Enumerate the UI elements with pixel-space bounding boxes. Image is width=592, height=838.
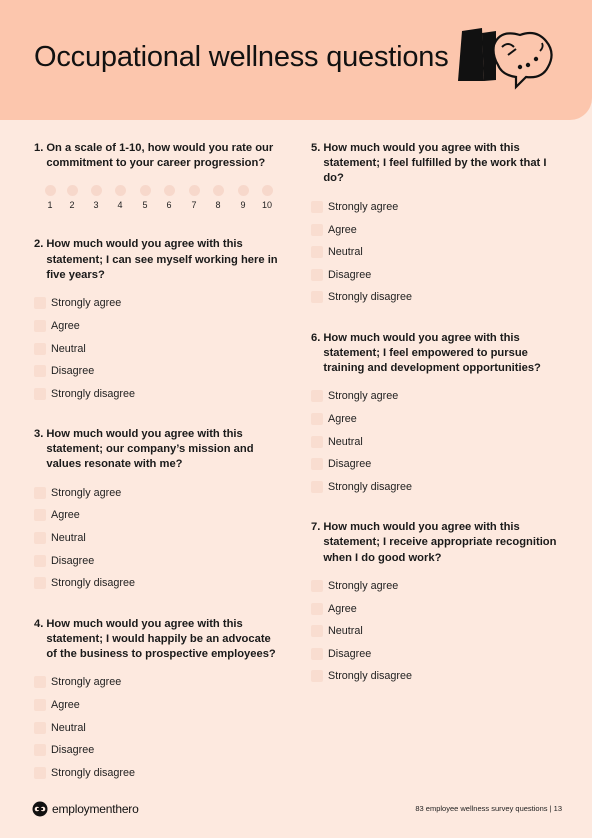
checkbox[interactable] <box>34 509 46 521</box>
answer-option[interactable] <box>34 527 284 550</box>
option-label: Disagree <box>328 458 372 471</box>
option-label: Disagree <box>51 744 95 757</box>
answer-option[interactable] <box>34 360 284 383</box>
answer-option[interactable] <box>311 643 561 666</box>
scale-option-4[interactable] <box>113 185 127 210</box>
scale-option-5[interactable] <box>138 185 152 210</box>
option-label: Disagree <box>51 365 95 378</box>
scale-dot[interactable] <box>67 185 78 196</box>
option-label: Neutral <box>51 721 86 734</box>
checkbox[interactable] <box>311 269 323 281</box>
option-label: Neutral <box>328 246 363 259</box>
answer-option[interactable] <box>34 694 284 717</box>
checkbox[interactable] <box>311 291 323 303</box>
question-text: How much would you agree with this statement; I would happily be an advocate of the business to prospective employees? <box>46 617 276 660</box>
question-3 <box>34 427 284 595</box>
question-text: How much would you agree with this statement; I feel fulfilled by the work that I do? <box>323 142 547 185</box>
scale-dot[interactable] <box>164 185 175 196</box>
checkbox[interactable] <box>311 390 323 402</box>
option-label: Agree <box>51 319 80 332</box>
checkbox[interactable] <box>34 487 46 499</box>
scale-dot[interactable] <box>91 185 102 196</box>
answer-options <box>34 671 284 784</box>
question-number: 7. <box>311 521 321 534</box>
answer-option[interactable] <box>311 476 561 499</box>
doc-title: 83 employee wellness survey questions <box>415 804 548 813</box>
option-label: Agree <box>51 509 80 522</box>
checkbox[interactable] <box>34 577 46 589</box>
answer-option[interactable] <box>311 575 561 598</box>
answer-option[interactable] <box>311 385 561 408</box>
answer-option[interactable] <box>311 241 561 264</box>
question-number: 6. <box>311 331 321 344</box>
scale-number: 2 <box>69 200 75 211</box>
checkbox[interactable] <box>311 436 323 448</box>
left-column <box>34 141 284 806</box>
scale-number: 8 <box>215 200 221 211</box>
header-banner <box>0 0 592 120</box>
answer-option[interactable] <box>311 430 561 453</box>
question-7 <box>311 520 561 688</box>
checkbox[interactable] <box>311 246 323 258</box>
option-label: Strongly disagree <box>328 670 413 683</box>
option-label: Agree <box>328 223 357 236</box>
checkbox[interactable] <box>34 676 46 688</box>
answer-option[interactable] <box>311 597 561 620</box>
brand-name: employmenthero <box>52 802 139 816</box>
option-label: Strongly agree <box>328 390 399 403</box>
option-label: Strongly agree <box>328 200 399 213</box>
answer-option[interactable] <box>311 408 561 431</box>
option-label: Agree <box>51 699 80 712</box>
scale-dot[interactable] <box>140 185 151 196</box>
checkbox[interactable] <box>34 744 46 756</box>
scale-option-8[interactable] <box>211 185 225 210</box>
answer-option[interactable] <box>34 482 284 505</box>
option-label: Neutral <box>328 435 363 448</box>
option-label: Strongly disagree <box>51 577 136 590</box>
answer-options <box>34 292 284 405</box>
answer-option[interactable] <box>34 671 284 694</box>
footer <box>32 800 562 820</box>
scale-number: 7 <box>191 200 197 211</box>
option-label: Strongly disagree <box>51 766 136 779</box>
option-label: Neutral <box>328 625 363 638</box>
checkbox[interactable] <box>311 413 323 425</box>
scale-dot[interactable] <box>262 185 273 196</box>
option-label: Disagree <box>328 647 372 660</box>
question-4 <box>34 617 284 785</box>
answer-option[interactable] <box>34 292 284 315</box>
scale-number: 10 <box>261 200 272 211</box>
option-label: Strongly agree <box>51 486 122 499</box>
checkbox[interactable] <box>34 365 46 377</box>
page-number: 13 <box>553 804 562 813</box>
answer-option[interactable] <box>34 762 284 785</box>
checkbox[interactable] <box>311 458 323 470</box>
question-text: How much would you agree with this statement; I feel empowered to pursue training and development opportunities? <box>323 331 541 374</box>
question-text: How much would you agree with this statement; our company’s mission and values resonate with me? <box>46 427 254 471</box>
scale-dot[interactable] <box>189 185 200 196</box>
question-number: 1. <box>34 142 44 154</box>
answer-option[interactable] <box>34 337 284 360</box>
brand-logo <box>32 801 139 817</box>
checkbox[interactable] <box>311 481 323 493</box>
checkbox[interactable] <box>311 603 323 615</box>
checkbox[interactable] <box>34 297 46 309</box>
question-2 <box>34 237 284 405</box>
question-text: How much would you agree with this statement; I receive appropriate recognition when I do good work? <box>323 521 557 564</box>
question-number: 2. <box>34 238 44 251</box>
scale-number: 5 <box>142 200 148 211</box>
scale-number: 1 <box>47 200 53 211</box>
answer-option[interactable] <box>34 549 284 572</box>
checkbox[interactable] <box>311 670 323 682</box>
checkbox[interactable] <box>34 722 46 734</box>
question-1 <box>34 141 284 215</box>
scale-number: 6 <box>166 200 172 211</box>
option-label: Strongly agree <box>51 676 122 689</box>
answer-option[interactable] <box>34 315 284 338</box>
checkbox[interactable] <box>311 648 323 660</box>
answer-options <box>311 575 561 688</box>
question-text: How much would you agree with this statement; I can see myself working here in five years? <box>46 238 278 281</box>
page-info <box>415 804 562 813</box>
option-label: Disagree <box>328 268 372 281</box>
checkbox[interactable] <box>311 224 323 236</box>
employment-hero-logo-icon <box>32 801 48 817</box>
question-5 <box>311 141 561 309</box>
checkbox[interactable] <box>34 343 46 355</box>
option-label: Disagree <box>51 554 95 567</box>
question-text: On a scale of 1-10, how would you rate our commitment to your career progression? <box>46 142 274 170</box>
answer-option[interactable] <box>311 196 561 219</box>
answer-options <box>34 482 284 595</box>
option-label: Agree <box>328 413 357 426</box>
answer-options <box>311 196 561 309</box>
question-number: 4. <box>34 617 44 630</box>
scale-dot[interactable] <box>45 185 56 196</box>
scale-number: 3 <box>93 200 99 211</box>
scale-dot[interactable] <box>115 185 126 196</box>
option-label: Strongly agree <box>51 297 122 310</box>
scale-option-1[interactable] <box>43 185 57 210</box>
speech-bubble-hand-icon <box>456 25 560 93</box>
answer-option[interactable] <box>34 504 284 527</box>
option-label: Strongly disagree <box>328 291 413 304</box>
checkbox[interactable] <box>34 699 46 711</box>
question-6 <box>311 331 561 499</box>
page-title: Occupational wellness questions <box>34 41 449 73</box>
option-label: Neutral <box>51 532 86 545</box>
checkbox[interactable] <box>311 201 323 213</box>
checkbox[interactable] <box>34 388 46 400</box>
answer-option[interactable] <box>311 263 561 286</box>
separator: | <box>549 804 552 813</box>
checkbox[interactable] <box>34 532 46 544</box>
answer-option[interactable] <box>311 620 561 643</box>
answer-option[interactable] <box>34 739 284 762</box>
scale-option-6[interactable] <box>162 185 176 210</box>
option-label: Neutral <box>51 342 86 355</box>
option-label: Agree <box>328 602 357 615</box>
answer-option[interactable] <box>311 453 561 476</box>
option-label: Strongly disagree <box>328 480 413 493</box>
scale-dot[interactable] <box>213 185 224 196</box>
answer-option[interactable] <box>34 382 284 405</box>
scale-dot[interactable] <box>238 185 249 196</box>
answer-option[interactable] <box>34 572 284 595</box>
scale-number: 9 <box>240 200 246 211</box>
checkbox[interactable] <box>311 580 323 592</box>
scale-option-9[interactable] <box>236 185 250 210</box>
right-column <box>311 141 561 710</box>
scale-option-3[interactable] <box>89 185 103 210</box>
answer-option[interactable] <box>311 218 561 241</box>
option-label: Strongly disagree <box>51 387 136 400</box>
answer-option[interactable] <box>311 665 561 688</box>
checkbox[interactable] <box>34 320 46 332</box>
rating-scale <box>43 185 284 215</box>
option-label: Strongly agree <box>328 580 399 593</box>
question-number: 3. <box>34 427 44 440</box>
checkbox[interactable] <box>34 767 46 779</box>
scale-option-7[interactable] <box>187 185 201 210</box>
scale-option-10[interactable] <box>260 185 274 210</box>
question-number: 5. <box>311 142 321 154</box>
scale-number: 4 <box>117 200 123 211</box>
checkbox[interactable] <box>34 555 46 567</box>
checkbox[interactable] <box>311 625 323 637</box>
answer-options <box>311 385 561 498</box>
scale-option-2[interactable] <box>65 185 79 210</box>
answer-option[interactable] <box>34 716 284 739</box>
answer-option[interactable] <box>311 286 561 309</box>
